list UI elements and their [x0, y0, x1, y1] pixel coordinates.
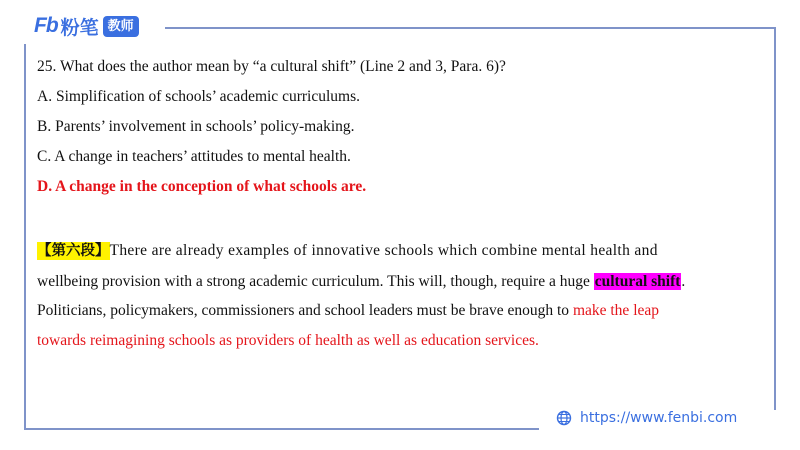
highlighted-phrase: cultural shift [594, 272, 681, 290]
footer-url[interactable] [556, 410, 737, 426]
frame-left-line [24, 44, 26, 429]
passage-line-2-text: wellbeing provision with a strong academic curriculum. This will, though, require a huge [37, 272, 594, 290]
passage-line-1 [37, 236, 767, 267]
passage-line-2 [37, 267, 767, 297]
passage-line-2-end: . [681, 272, 686, 290]
option-d-answer: D. A change in the conception of what schools are. [37, 178, 367, 195]
passage-paragraph-6 [37, 236, 767, 355]
option-a: A. Simplification of schools’ academic curriculums. [37, 88, 360, 105]
globe-icon [556, 410, 572, 426]
passage-line-4: towards reimagining schools as providers of health as well as education services. [37, 331, 539, 349]
footer-url-text[interactable]: https://www.fenbi.com [580, 410, 738, 426]
passage-line-3-text: Politicians, policymakers, commissioners and school leaders must be brave enough to [37, 302, 573, 319]
frame-top-line [165, 27, 775, 29]
passage-line-1-text: There are already examples of innovative schools which combine mental health and [109, 242, 658, 259]
fenbi-logo [34, 14, 139, 38]
option-c: C. A change in teachers’ attitudes to mental health. [37, 148, 351, 165]
red-phrase-start: make the leap [572, 302, 660, 319]
logo-mark: Fb [34, 14, 58, 37]
frame-right-line [774, 27, 776, 410]
paragraph-tag: 【第六段】 [37, 243, 110, 259]
frame-bottom-line [24, 428, 539, 430]
question-stem: 25. What does the author mean by “a cultural shift” (Line 2 and 3, Para. 6)? [37, 58, 506, 75]
logo-name: 粉笔 [60, 16, 99, 39]
option-b: B. Parents’ involvement in schools’ policy-making. [37, 118, 355, 135]
logo-badge: 教师 [103, 16, 139, 37]
passage-line-3 [37, 296, 767, 326]
